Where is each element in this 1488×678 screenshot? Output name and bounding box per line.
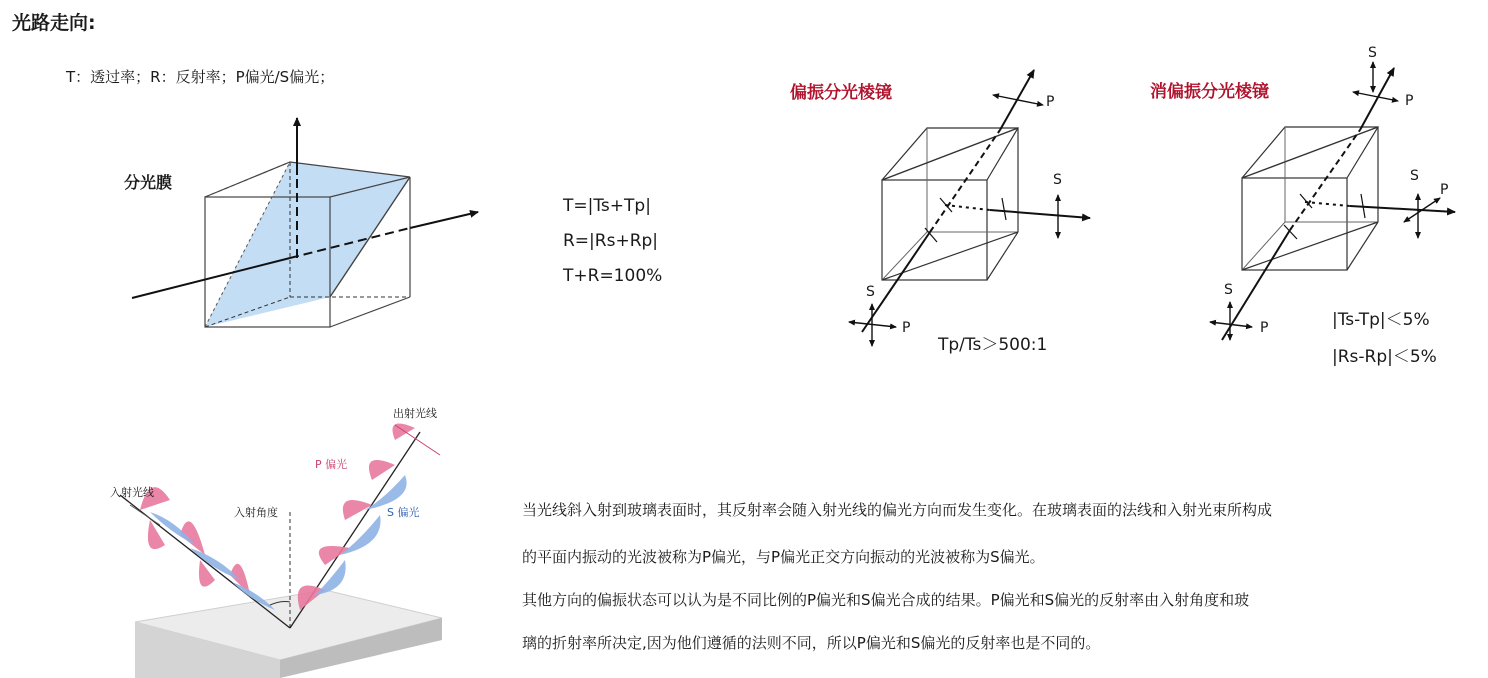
- incidence-angle-label: 入射角度: [234, 506, 278, 519]
- npbs-incident-s-label: S: [1224, 282, 1233, 298]
- paragraph-line-3: 其他方向的偏振状态可以认为是不同比例的P偏光和S偏光合成的结果。P偏光和S偏光的反射率由入射角度和玻: [522, 591, 1250, 609]
- non-polarizing-prism-title: 消偏振分光棱镜: [1150, 82, 1269, 102]
- paragraph-line-2: 的平面内振动的光波被称为P偏光，与P偏光正交方向振动的光波被称为S偏光。: [522, 548, 1045, 566]
- pbs-extinction-ratio: Tp/Ts＞500:1: [938, 335, 1048, 355]
- pbs-transmitted-s-label: S: [1053, 172, 1062, 188]
- formula-total: T+R=100%: [563, 266, 663, 286]
- pbs-incident-p-label: P: [902, 320, 911, 336]
- beam-splitter-cube-diagram: [120, 105, 500, 340]
- npbs-transmitted-s-label: S: [1410, 168, 1419, 184]
- page-heading: 光路走向:: [12, 12, 96, 34]
- pbs-reflected-p-label: P: [1046, 94, 1055, 110]
- pbs-incident-s-label: S: [866, 284, 875, 300]
- polarizing-prism-title: 偏振分光棱镜: [790, 83, 892, 103]
- formula-reflection: R=|Rs+Rp|: [563, 231, 659, 251]
- paragraph-line-4: 璃的折射率所决定,因为他们遵循的法则不同，所以P偏光和S偏光的反射率也是不同的。: [522, 634, 1101, 652]
- paragraph-line-1: 当光线斜入射到玻璃表面时，其反射率会随入射光线的偏光方向而发生变化。在玻璃表面的法线和入射光束所构成: [522, 501, 1273, 519]
- p-polarization-label: P 偏光: [315, 458, 348, 471]
- legend-text: T：透过率；R：反射率；P偏光/S偏光；: [66, 68, 335, 86]
- s-polarization-label: S 偏光: [387, 506, 420, 519]
- reflection-polarization-illustration: [105, 395, 450, 678]
- npbs-reflection-difference: |Rs-Rp|＜5%: [1332, 347, 1437, 367]
- outgoing-ray-label: 出射光线: [393, 407, 437, 420]
- formula-transmission: T=|Ts+Tp|: [563, 196, 651, 216]
- npbs-reflected-s-label: S: [1368, 45, 1377, 61]
- npbs-transmitted-p-label: P: [1440, 182, 1449, 198]
- polarizing-prism-diagram: [840, 60, 1110, 355]
- npbs-incident-p-label: P: [1260, 320, 1269, 336]
- film-label: 分光膜: [124, 173, 173, 192]
- npbs-transmission-difference: |Ts-Tp|＜5%: [1332, 310, 1430, 330]
- incident-ray-label: 入射光线: [110, 486, 154, 499]
- npbs-reflected-p-label: P: [1405, 93, 1414, 109]
